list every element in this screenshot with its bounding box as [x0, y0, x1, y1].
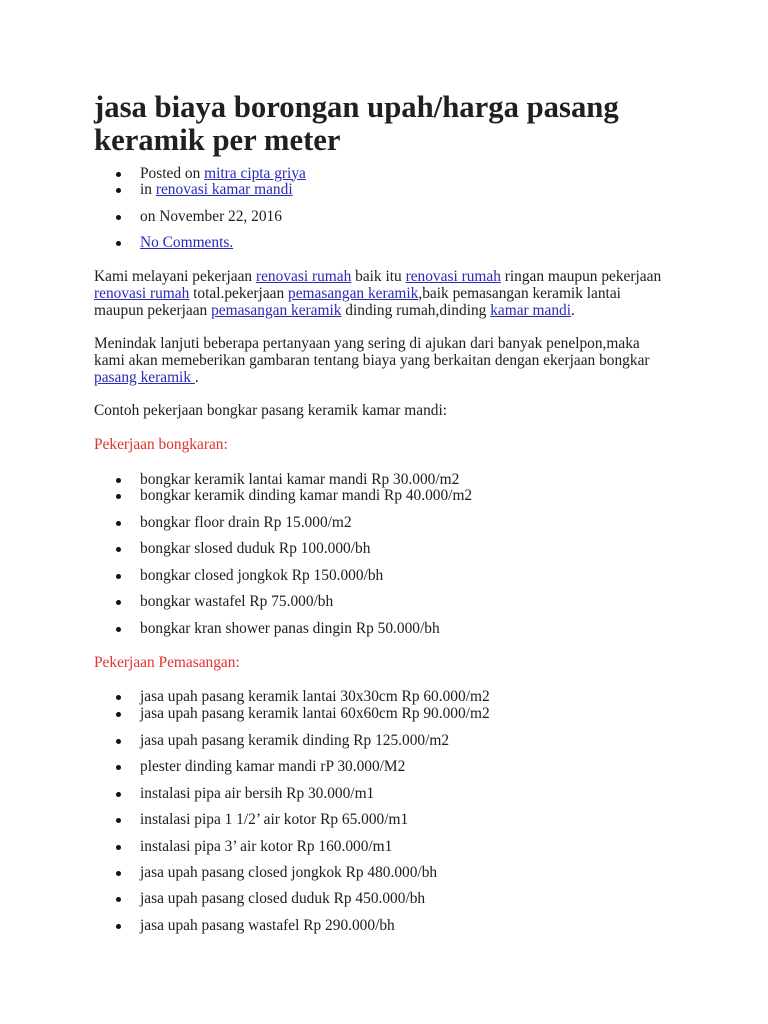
price-list-item: jasa upah pasang closed jongkok Rp 480.000/bh: [140, 863, 438, 881]
price-list-item: bongkar slosed duduk Rp 100.000/bh: [140, 539, 371, 557]
section-heading-bongkaran: Pekerjaan bongkaran:: [94, 435, 228, 453]
pasang-keramik-link[interactable]: pasang keramik: [94, 368, 195, 386]
pemasangan-keramik-link[interactable]: pemasangan keramik: [288, 284, 419, 302]
price-list-item: bongkar floor drain Rp 15.000/m2: [140, 513, 352, 531]
paragraph-text: .: [194, 368, 199, 386]
price-list-item: bongkar keramik lantai kamar mandi Rp 30.000/m2: [140, 470, 460, 488]
price-list-item: jasa upah pasang closed duduk Rp 450.000/bh: [140, 889, 426, 907]
price-list-item: instalasi pipa air bersih Rp 30.000/m1: [140, 784, 375, 802]
category-link[interactable]: renovasi kamar mandi: [155, 180, 293, 198]
renovasi-rumah-link[interactable]: renovasi rumah: [255, 267, 352, 285]
price-list-item: jasa upah pasang keramik dinding Rp 125.000/m2: [140, 731, 450, 749]
intro-paragraph: [94, 268, 661, 319]
paragraph-text: baik itu: [351, 267, 406, 285]
posted-on-label: Posted on: [140, 164, 201, 182]
inquiry-paragraph: [94, 335, 650, 386]
comments-link[interactable]: No Comments.: [140, 233, 234, 251]
price-list-item: bongkar closed jongkok Rp 150.000/bh: [140, 566, 384, 584]
price-list-item: jasa upah pasang keramik lantai 30x30cm Rp 60.000/m2: [140, 687, 490, 705]
price-list-item: jasa upah pasang keramik lantai 60x60cm Rp 90.000/m2: [140, 704, 490, 722]
category-label: in: [140, 180, 152, 198]
example-intro-paragraph: Contoh pekerjaan bongkar pasang keramik kamar mandi:: [94, 401, 448, 419]
paragraph-text: Menindak lanjuti beberapa pertanyaan yang sering di ajukan dari banyak penelpon,maka: [94, 334, 640, 352]
paragraph-text: kami akan memeberikan gambaran tentang biaya yang berkaitan dengan ekerjaan bongkar: [94, 351, 650, 369]
paragraph-text: ringan maupun pekerjaan: [500, 267, 662, 285]
price-list-item: jasa upah pasang wastafel Rp 290.000/bh: [140, 916, 395, 934]
price-list-item: bongkar wastafel Rp 75.000/bh: [140, 592, 334, 610]
price-list-item: bongkar kran shower panas dingin Rp 50.000/bh: [140, 619, 440, 637]
paragraph-text: Kami melayani pekerjaan: [94, 267, 256, 285]
paragraph-text: ,baik pemasangan keramik lantai: [418, 284, 621, 302]
price-list-item: instalasi pipa 3’ air kotor Rp 160.000/m1: [140, 837, 393, 855]
price-list-item: plester dinding kamar mandi rP 30.000/M2: [140, 757, 406, 775]
post-meta-comments: [140, 234, 233, 251]
price-list-item: bongkar keramik dinding kamar mandi Rp 40.000/m2: [140, 486, 473, 504]
post-meta-category: [140, 181, 293, 198]
post-date: on November 22, 2016: [140, 207, 282, 225]
pemasangan-keramik-link[interactable]: pemasangan keramik: [211, 301, 342, 319]
paragraph-text: dinding rumah,dinding: [341, 301, 491, 319]
post-meta-date: [140, 208, 282, 225]
section-heading-pemasangan: Pekerjaan Pemasangan:: [94, 653, 240, 671]
renovasi-rumah-link[interactable]: renovasi rumah: [405, 267, 501, 285]
article-title: jasa biaya borongan upah/harga pasang keramik per meter: [94, 90, 619, 157]
paragraph-text: total.pekerjaan: [189, 284, 289, 302]
paragraph-text: maupun pekerjaan: [94, 301, 212, 319]
renovasi-rumah-link[interactable]: renovasi rumah: [94, 284, 190, 302]
site-link[interactable]: mitra cipta griya: [204, 164, 306, 182]
kamar-mandi-link[interactable]: kamar mandi: [490, 301, 571, 319]
price-list-item: instalasi pipa 1 1/2’ air kotor Rp 65.000/m1: [140, 810, 409, 828]
post-meta-posted: [140, 165, 306, 182]
paragraph-text: .: [571, 301, 575, 319]
